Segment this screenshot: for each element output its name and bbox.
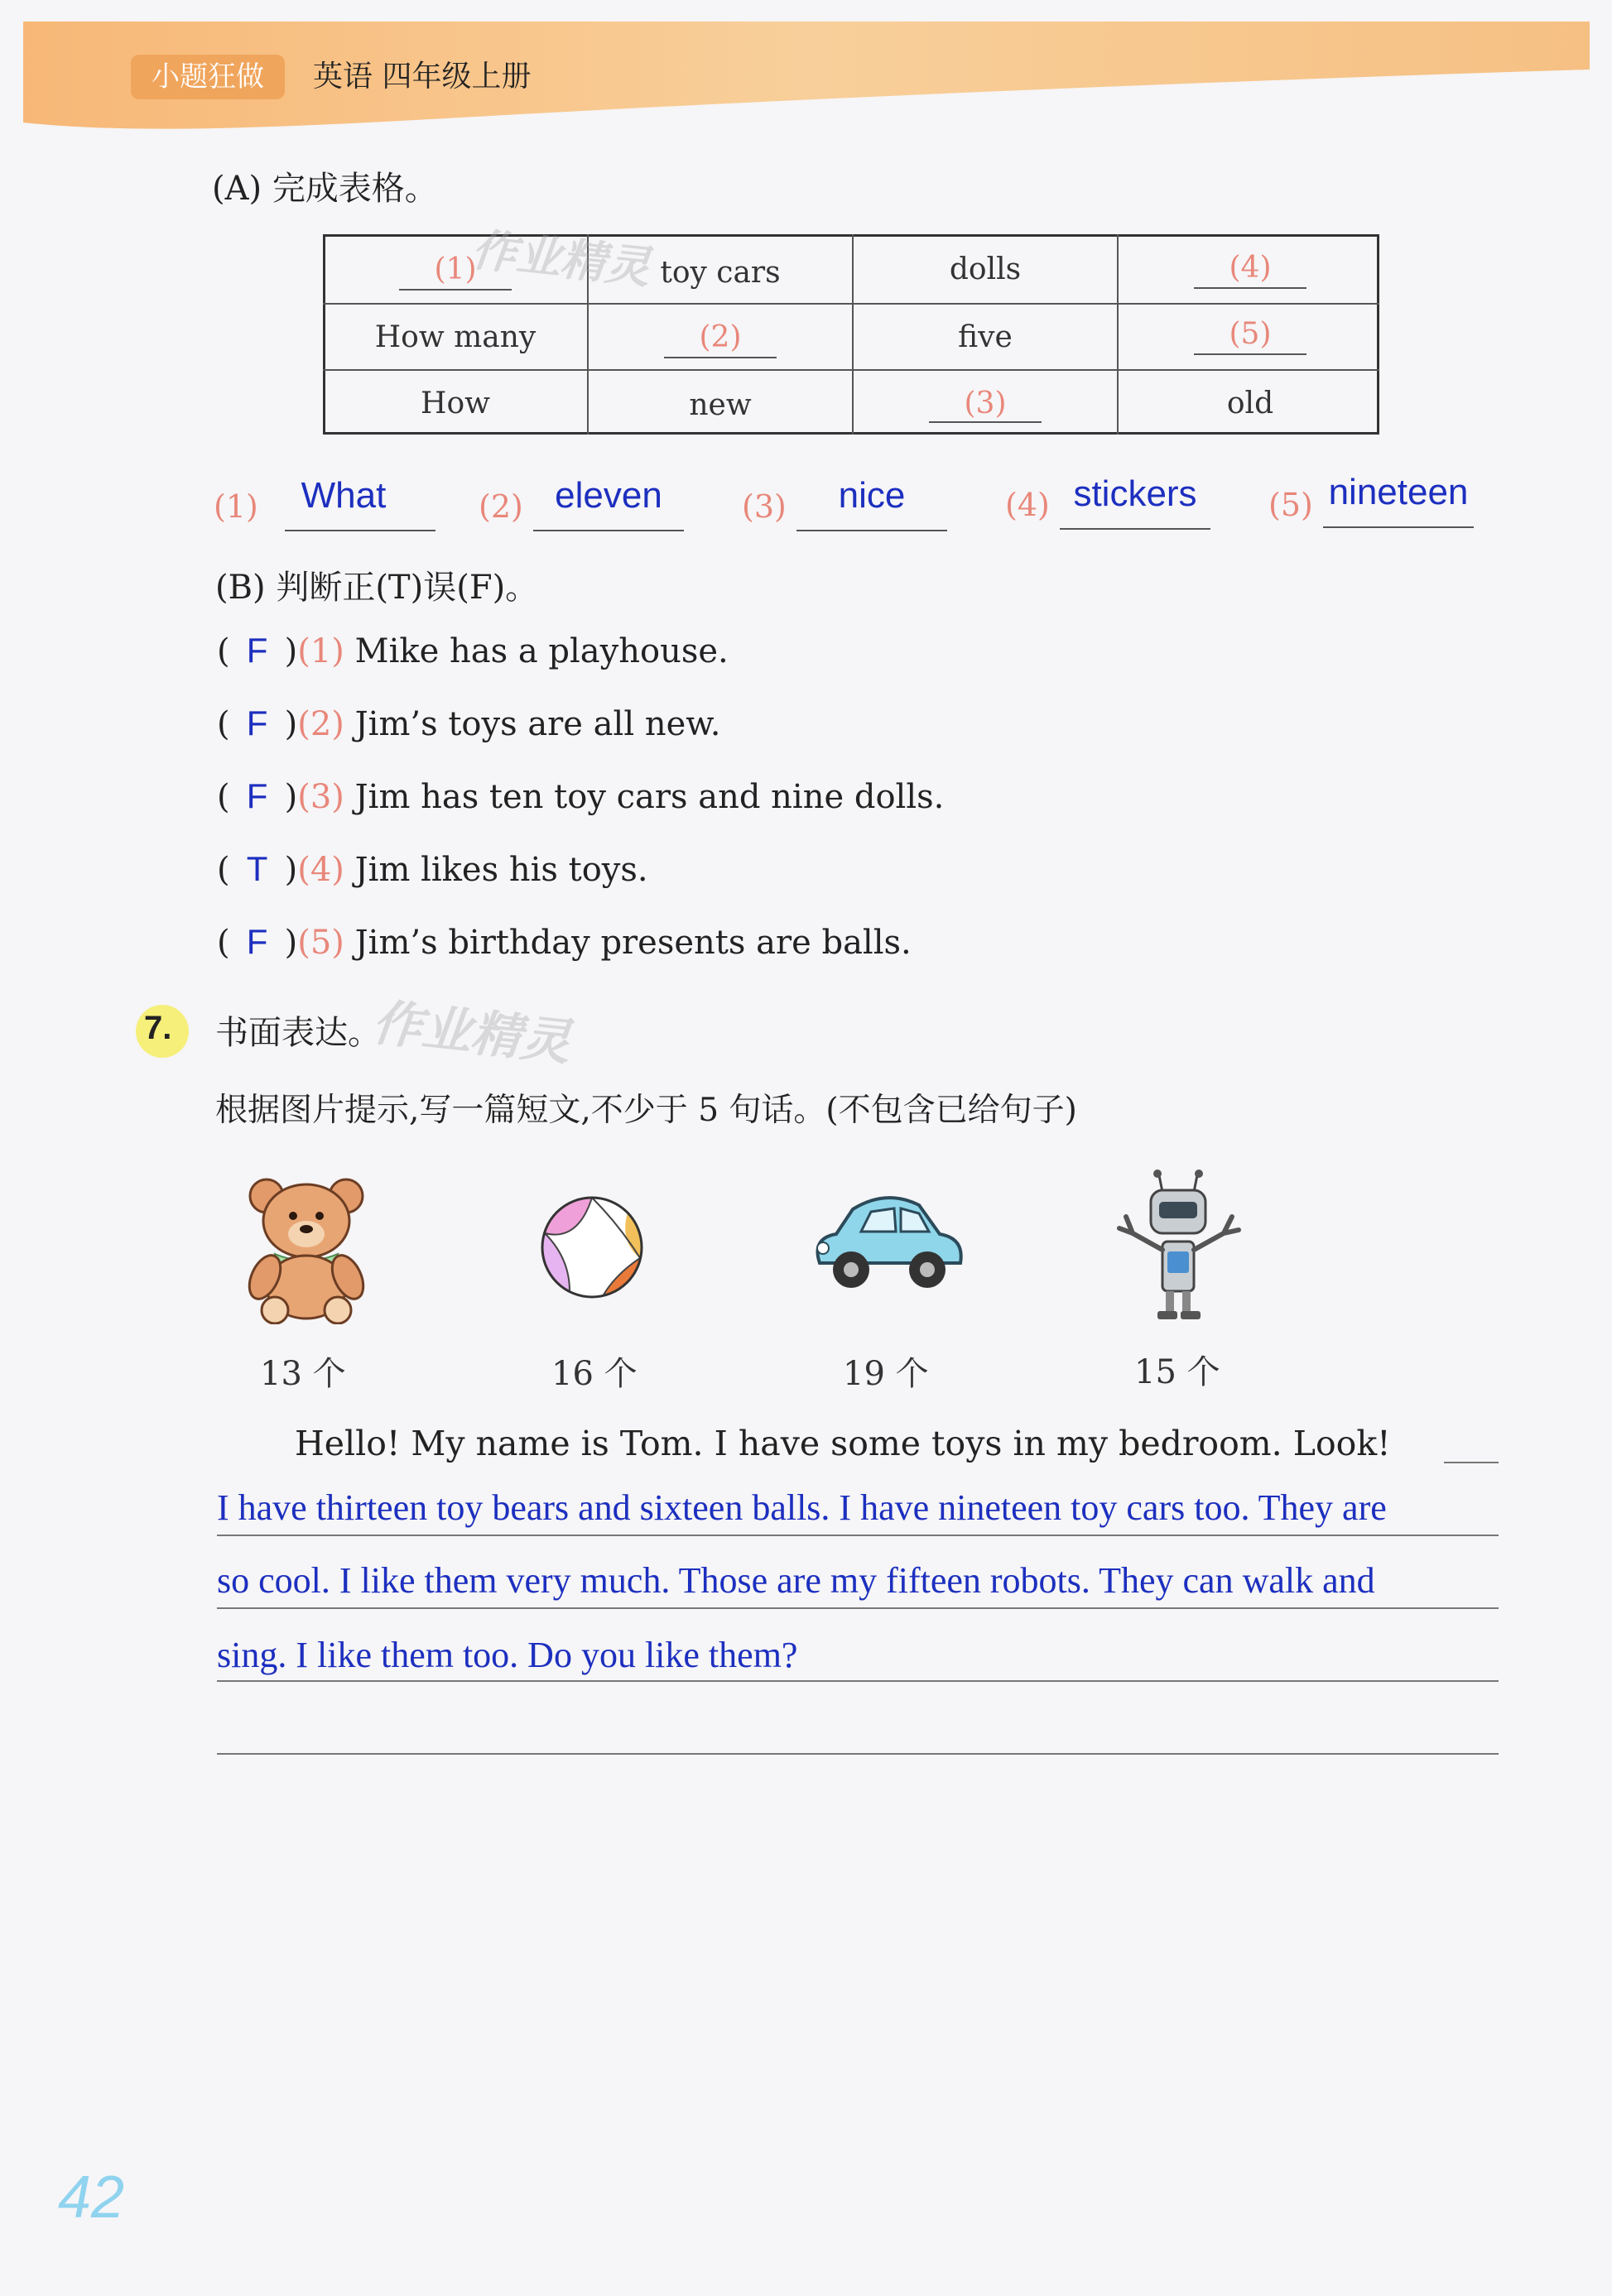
writing-line <box>217 1607 1499 1609</box>
given-sentence: Hello! My name is Tom. I have some toys in my bedroom. Look! <box>295 1424 1391 1463</box>
writing-line <box>217 1753 1499 1755</box>
tf-item-4: ( T )(4) Jim likes his toys. <box>217 849 648 889</box>
table-cell: old <box>1226 387 1274 420</box>
page-number: 42 <box>58 2164 125 2231</box>
essay-line-3: sing. I like them too. Do you like them? <box>217 1635 798 1675</box>
part-a-title: (A) 完成表格。 <box>212 170 438 208</box>
table-cell: How many <box>374 320 537 354</box>
picture-caption-2: 16 个 <box>551 1355 638 1393</box>
watermark: 作业精灵 <box>469 223 653 295</box>
series-tag: 小题狂做 <box>131 55 285 99</box>
table-cell-blank-3: (3) <box>964 387 1007 420</box>
question-number: 7. <box>144 1010 172 1046</box>
table-cell-blank-5: (5) <box>1229 317 1272 351</box>
essay-line-2: so cool. I like them very much. Those are my fifteen robots. They can walk and <box>217 1560 1375 1601</box>
section-7-title: 书面表达。 <box>215 1014 381 1052</box>
table-cell: dolls <box>949 252 1022 286</box>
writing-line <box>217 1680 1499 1682</box>
robot-icon <box>1108 1167 1249 1324</box>
essay-line-1: I have thirteen toy bears and sixteen balls. I have nineteen toy cars too. They are <box>217 1487 1387 1528</box>
toy-car-icon <box>803 1189 969 1304</box>
writing-line <box>217 1535 1499 1536</box>
tf-item-1: ( F )(1) Mike has a playhouse. <box>217 631 729 670</box>
beach-ball-icon <box>537 1192 648 1304</box>
first-line-tail <box>1444 1462 1499 1463</box>
table-cell-blank-2: (2) <box>699 320 742 354</box>
tf-item-2: ( F )(2) Jim’s toys are all new. <box>217 704 721 743</box>
table-cell-blank-1: (1) <box>434 252 477 286</box>
table-cell: five <box>958 320 1013 354</box>
picture-caption-4: 15 个 <box>1134 1353 1220 1391</box>
table-cell: new <box>689 388 752 422</box>
subject-label: 英语 四年级上册 <box>313 60 532 94</box>
answer-row: (1) What (2) eleven (3) nice (4) stickers (5) nineteen <box>214 475 1505 535</box>
picture-caption-1: 13 个 <box>260 1355 346 1393</box>
part-b-title: (B) 判断正(T)误(F)。 <box>215 569 539 607</box>
table-cell: How <box>421 387 490 420</box>
tf-item-5: ( F )(5) Jim’s birthday presents are balls. <box>217 922 912 962</box>
teddy-bear-icon <box>232 1171 381 1324</box>
tf-item-3: ( F )(3) Jim has ten toy cars and nine dolls. <box>217 776 945 816</box>
watermark: 作业精灵 <box>369 993 574 1073</box>
picture-caption-3: 19 个 <box>843 1355 929 1393</box>
writing-instruction: 根据图片提示,写一篇短文,不少于 5 句话。(不包含已给句子) <box>215 1092 1077 1129</box>
table-cell-blank-4: (4) <box>1229 251 1272 285</box>
table-cell: toy cars <box>660 256 781 290</box>
